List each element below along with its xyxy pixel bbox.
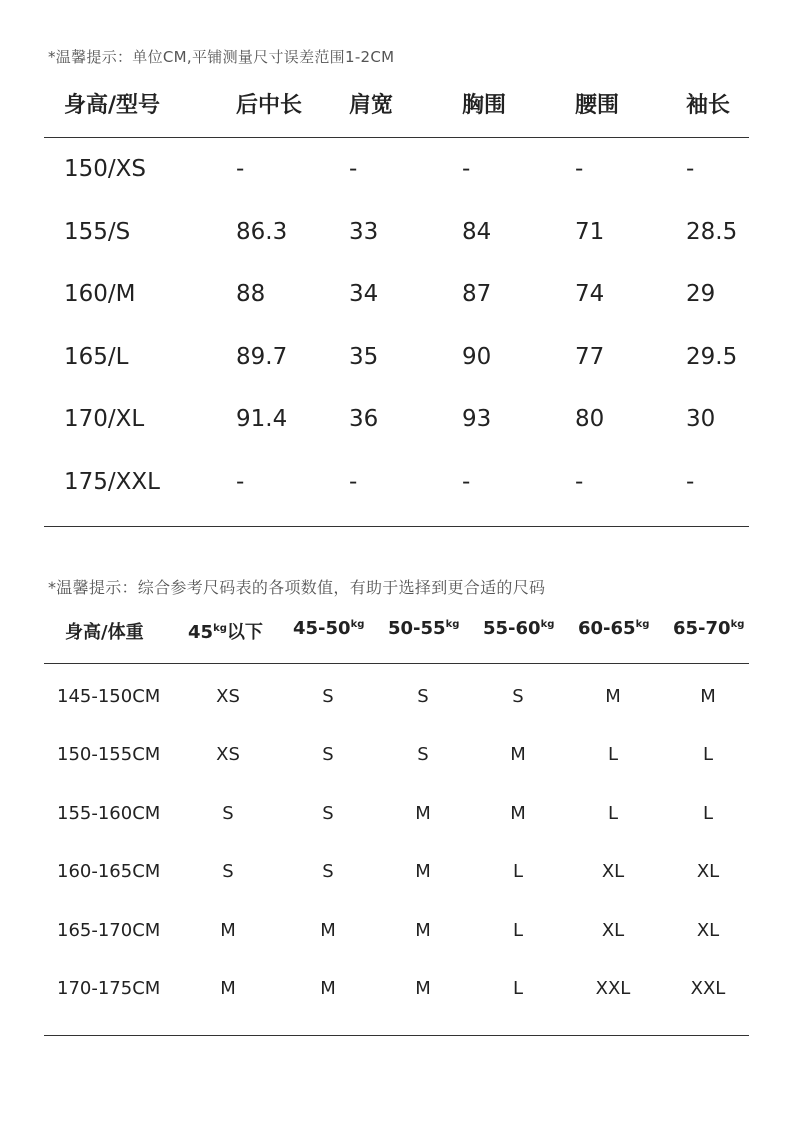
header-main-text: 45-50 <box>293 618 351 639</box>
table2-cell-recommended-size: S <box>322 686 334 707</box>
header-weight-range <box>388 618 459 639</box>
table2-cell-recommended-size: M <box>415 978 431 999</box>
table1-cell-chest: - <box>462 156 471 182</box>
table1-cell-shoulder-width: 34 <box>349 281 379 308</box>
table1-cell-chest: - <box>462 469 471 495</box>
table1-cell-sleeve-length: 29 <box>686 281 716 308</box>
table2-cell-recommended-size: XXL <box>690 978 726 999</box>
table1-cell-height-size: 150/XS <box>64 156 147 182</box>
table1-cell-shoulder-width: 33 <box>349 218 379 245</box>
header-main-text: 45 <box>188 622 214 643</box>
table1-cell-back-length: 89.7 <box>236 343 288 370</box>
table1-header-divider <box>44 137 749 138</box>
table2-cell-recommended-size: XL <box>696 861 720 883</box>
table1-bottom-divider <box>44 526 749 527</box>
table1-cell-sleeve-length: 29.5 <box>686 343 738 370</box>
header-main-text: 50-55 <box>388 618 446 639</box>
table1-cell-waist: 77 <box>575 343 605 370</box>
header-back-length: 后中长 <box>236 93 303 118</box>
header-weight-range <box>673 618 744 639</box>
table1-cell-waist: - <box>575 469 584 495</box>
table1-cell-back-length: 86.3 <box>236 218 288 245</box>
table2-cell-recommended-size: S <box>417 686 429 707</box>
table1-cell-shoulder-width: - <box>349 156 358 182</box>
header-unit-kg: kg <box>213 623 227 634</box>
table1-cell-height-size: 155/S <box>64 218 131 245</box>
table2-cell-recommended-size: L <box>702 744 714 766</box>
table2-bottom-divider <box>44 1035 749 1036</box>
table2-cell-recommended-size: S <box>417 744 429 766</box>
table2-cell-recommended-size: XXL <box>595 978 631 999</box>
table2-cell-recommended-size: M <box>320 978 336 999</box>
table2-cell-height-range: 165-170CM <box>57 919 161 941</box>
table2-cell-recommended-size: M <box>415 861 431 883</box>
table2-cell-recommended-size: L <box>702 802 714 824</box>
table2-cell-recommended-size: XL <box>601 919 625 941</box>
header-chest: 胸围 <box>462 93 507 118</box>
table1-cell-waist: 80 <box>575 406 605 433</box>
table1-cell-sleeve-length: 28.5 <box>686 218 738 245</box>
table1-cell-height-size: 170/XL <box>64 406 145 433</box>
table2-cell-height-range: 150-155CM <box>57 744 161 766</box>
table2-cell-recommended-size: XL <box>601 861 625 883</box>
table2-cell-recommended-size: L <box>512 861 524 883</box>
table1-cell-back-length: - <box>236 469 245 495</box>
table2-cell-recommended-size: M <box>510 802 526 824</box>
table1-cell-sleeve-length: - <box>686 156 695 182</box>
header-tail-text: 以下 <box>226 622 263 643</box>
table2-cell-recommended-size: S <box>222 861 234 883</box>
table1-cell-waist: 71 <box>575 218 605 245</box>
table2-cell-recommended-size: L <box>607 802 619 824</box>
table2-header-divider <box>44 663 749 664</box>
table2-cell-recommended-size: XS <box>216 744 240 766</box>
table2-cell-height-range: 155-160CM <box>57 802 161 824</box>
table1-cell-sleeve-length: - <box>686 469 695 495</box>
table2-cell-recommended-size: M <box>220 978 236 999</box>
table1-cell-shoulder-width: 36 <box>349 406 379 433</box>
table1-cell-chest: 84 <box>462 218 492 245</box>
table1-cell-shoulder-width: 35 <box>349 343 379 370</box>
table2-cell-recommended-size: M <box>415 919 431 941</box>
table1-cell-back-length: - <box>236 156 245 182</box>
table1-cell-back-length: 88 <box>236 281 266 308</box>
table2-cell-height-range: 145-150CM <box>57 686 161 707</box>
table1-cell-waist: - <box>575 156 584 182</box>
table2-cell-recommended-size: S <box>322 744 334 766</box>
header-waist: 腰围 <box>575 93 620 118</box>
header-height-size: 身高/型号 <box>64 93 161 118</box>
header-weight-range <box>293 618 364 639</box>
table1-cell-height-size: 165/L <box>64 343 129 370</box>
table2-cell-recommended-size: M <box>700 686 716 707</box>
table1-cell-sleeve-length: 30 <box>686 406 716 433</box>
table2-cell-height-range: 170-175CM <box>57 978 161 999</box>
table1-cell-height-size: 175/XXL <box>64 469 160 495</box>
table1-cell-waist: 74 <box>575 281 605 308</box>
table1-cell-shoulder-width: - <box>349 469 358 495</box>
header-shoulder-width: 肩宽 <box>349 93 394 118</box>
table2-cell-recommended-size: L <box>607 744 619 766</box>
table2-cell-recommended-size: L <box>512 978 524 999</box>
table2-cell-recommended-size: S <box>512 686 524 707</box>
table1-cell-back-length: 91.4 <box>236 406 288 433</box>
table2-cell-recommended-size: L <box>512 919 524 941</box>
header-sleeve-length: 袖长 <box>686 93 731 118</box>
table2-cell-height-range: 160-165CM <box>57 861 161 883</box>
header-unit-kg: kg <box>730 619 745 630</box>
table2-cell-recommended-size: S <box>322 802 334 824</box>
table2-cell-recommended-size: S <box>322 861 334 883</box>
table2-cell-recommended-size: M <box>510 744 526 766</box>
table1-cell-height-size: 160/M <box>64 281 136 308</box>
measurement-tip-note: *温馨提示：单位CM,平铺测量尺寸误差范围1-2CM <box>48 48 395 66</box>
table2-cell-recommended-size: M <box>220 919 236 941</box>
header-unit-kg: kg <box>540 619 555 630</box>
table1-cell-chest: 93 <box>462 406 492 433</box>
header-height-weight <box>65 618 144 644</box>
header-weight-range <box>188 618 263 644</box>
size-recommendation-tip-note: *温馨提示：综合参考尺码表的各项数值，有助于选择到更合适的尺码 <box>48 578 546 597</box>
header-unit-kg: kg <box>635 619 650 630</box>
table2-cell-recommended-size: M <box>415 802 431 824</box>
table2-cell-recommended-size: XL <box>696 919 720 941</box>
table2-cell-recommended-size: M <box>605 686 621 707</box>
table2-cell-recommended-size: XS <box>216 686 240 707</box>
header-weight-range <box>483 618 554 639</box>
table2-cell-recommended-size: M <box>320 919 336 941</box>
table2-cell-recommended-size: S <box>222 802 234 824</box>
header-main-text: 身高/体重 <box>65 622 144 643</box>
header-main-text: 55-60 <box>483 618 541 639</box>
header-main-text: 60-65 <box>578 618 636 639</box>
header-main-text: 65-70 <box>673 618 731 639</box>
header-weight-range <box>578 618 649 639</box>
table1-cell-chest: 87 <box>462 281 492 308</box>
table1-cell-chest: 90 <box>462 343 492 370</box>
header-unit-kg: kg <box>350 619 365 630</box>
header-unit-kg: kg <box>445 619 460 630</box>
